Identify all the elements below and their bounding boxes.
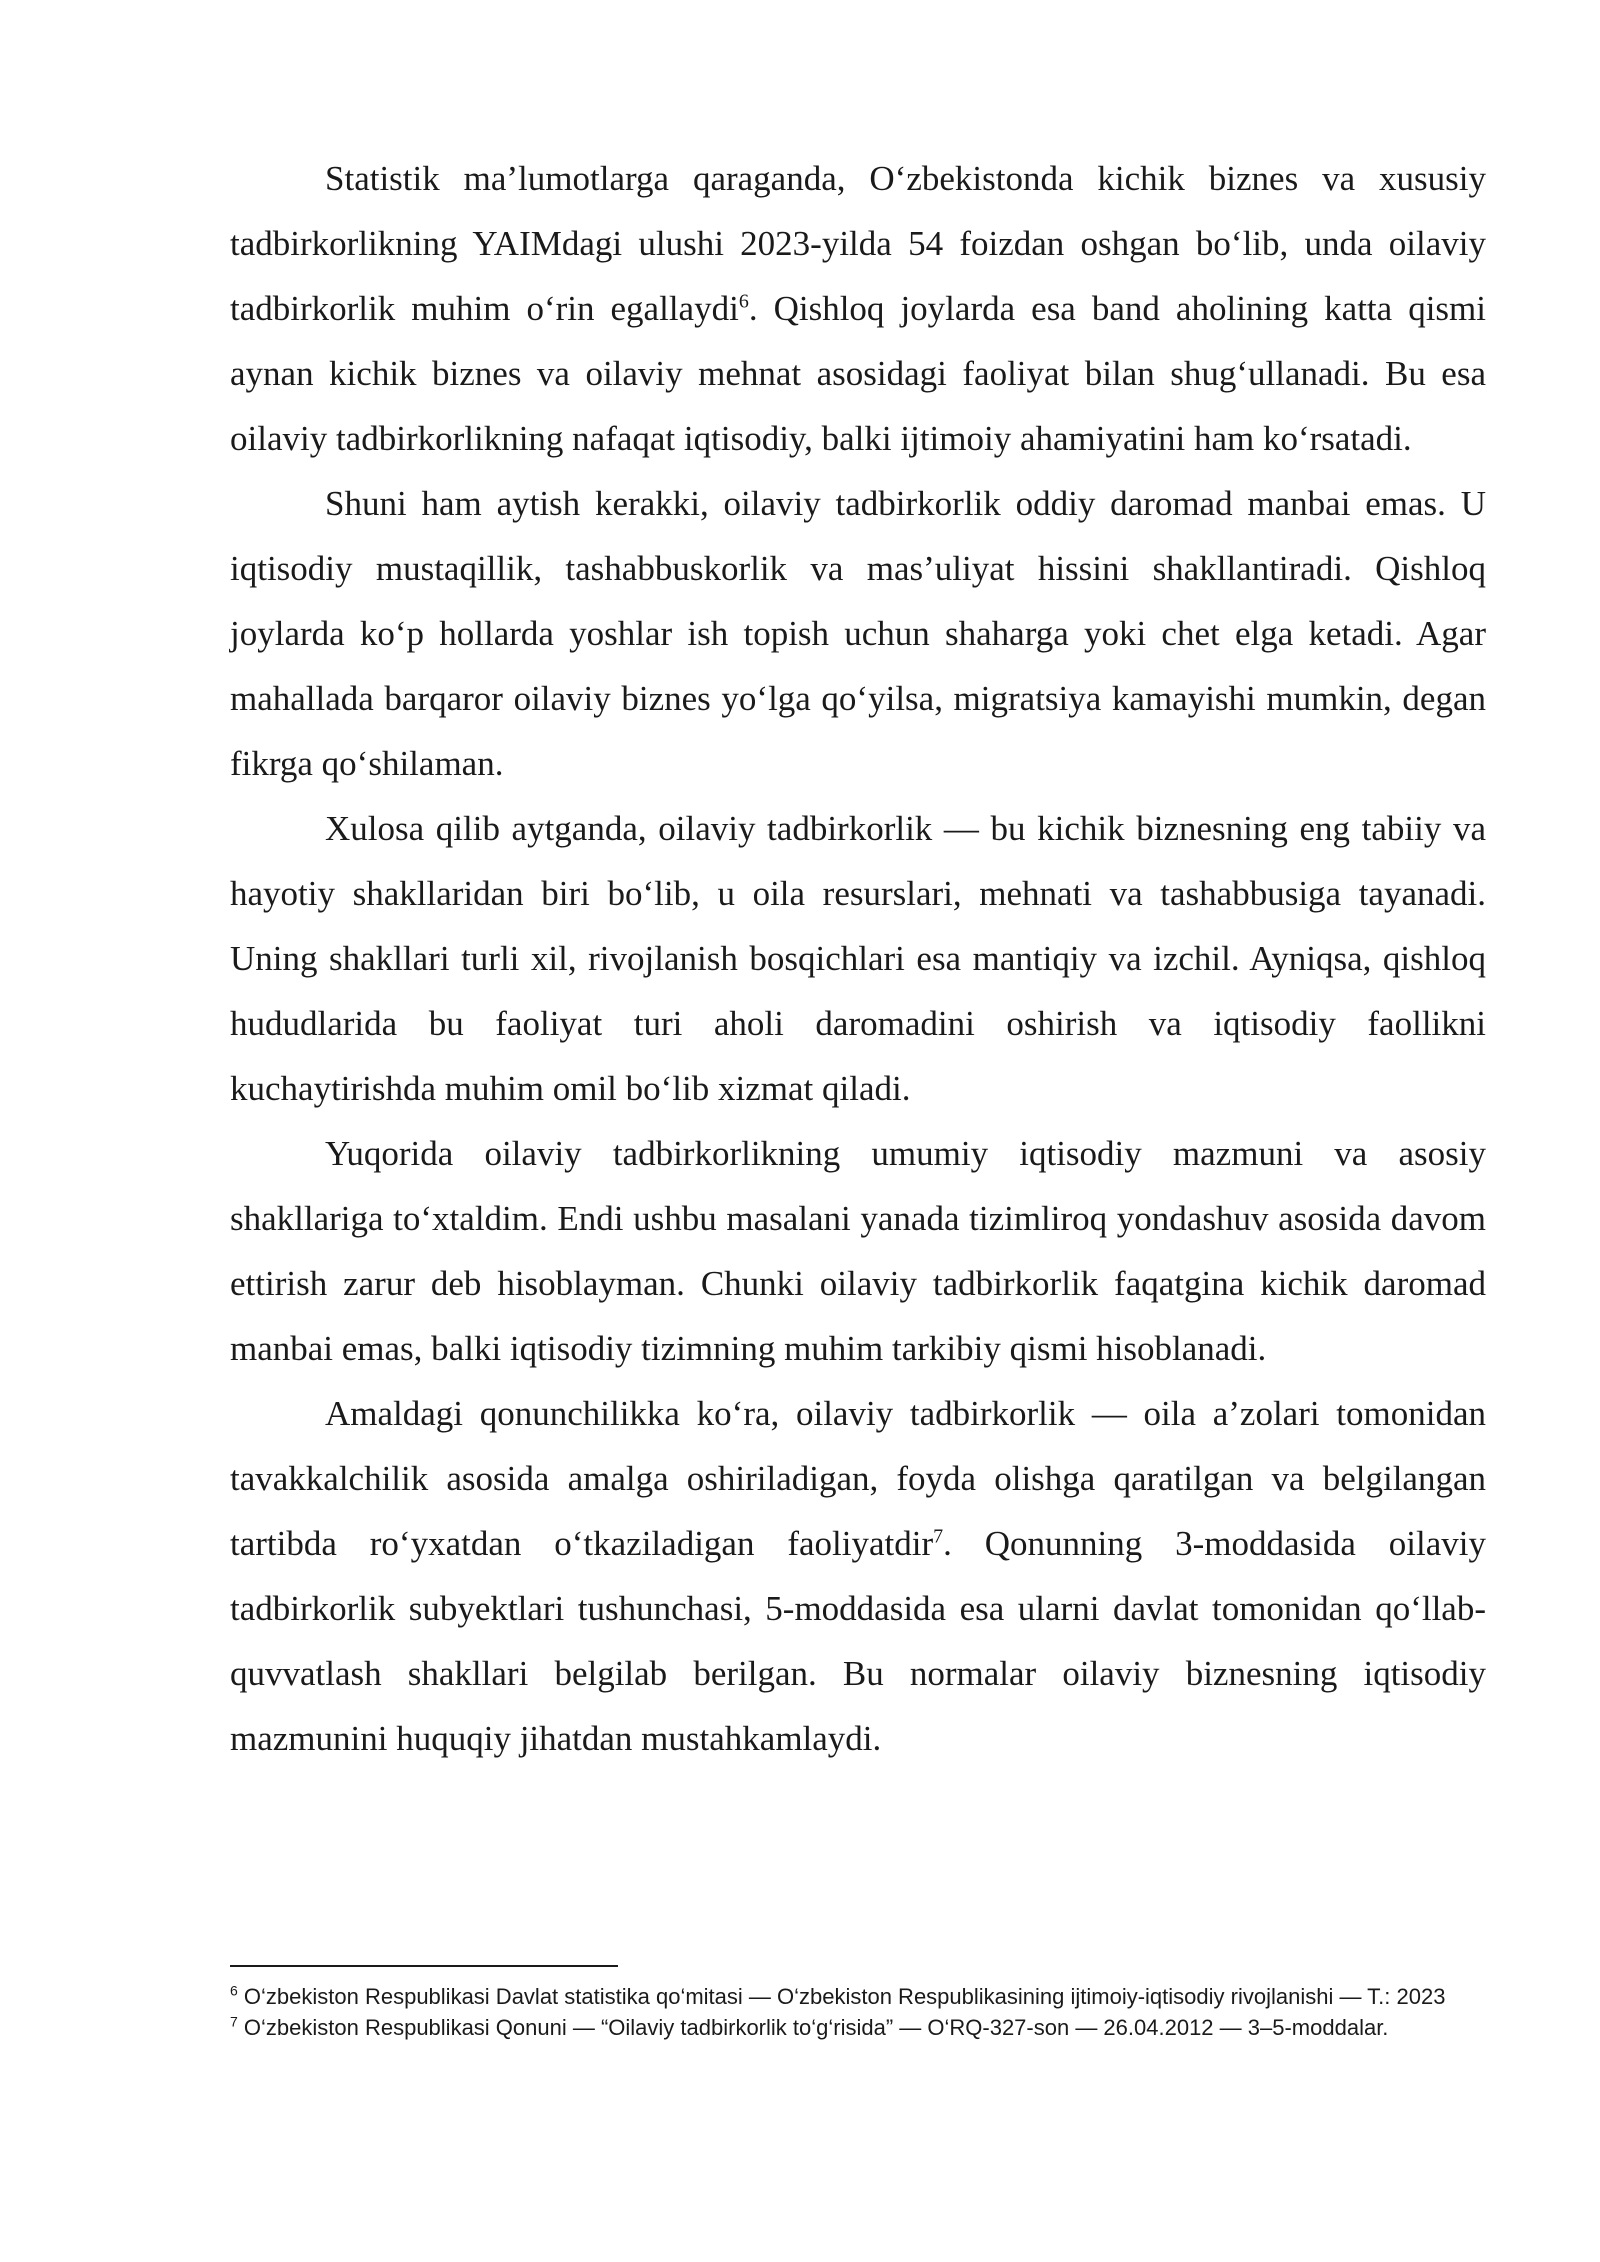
footnote-ref-6[interactable]: 6 [738, 290, 749, 313]
paragraph-4: Yuqorida oilaviy tadbirkorlikning umumiy iqtisodiy mazmuni va asosiy shakllariga to‘xtaldim. Endi ushbu masalani yanada tizimliroq yondashuv asosida davom ettirish zarur deb hisoblayman. Chunki oilaviy tadbirkorlik faqatgina kichik daromad manbai emas, balki iqtisodiy tizimning muhim tarkibiy qismi hisoblanadi. [230, 1134, 1486, 1368]
paragraph-text: Amaldagi qonunchilikka ko‘ra, oilaviy tadbirkorlik — oila a’zolari tomonidan tavakkalchilik asosida amalga oshiriladigan, foyda olishga qaratilgan va belgilangan tartibda ro‘yxatdan o‘tkaziladigan faoliyatdir [230, 1394, 1486, 1563]
paragraph-1 [230, 146, 1486, 471]
footnote-text: O‘zbekiston Respublikasi Davlat statistika qo‘mitasi — O‘zbekiston Respublikasining ijtimoiy-iqtisodiy rivojlanishi — T.: 2023 [237, 1984, 1446, 2009]
footnotes-section [230, 1965, 1486, 2043]
footnote-text: O‘zbekiston Respublikasi Qonuni — “Oilaviy tadbirkorlik to‘g‘risida” — O‘RQ-327-son — 26.04.2012 — 3–5-moddalar. [237, 2015, 1389, 2040]
footnote-number: 6 [230, 1982, 238, 1999]
footnote-number: 7 [230, 2013, 238, 2030]
paragraph-text: . Qishloq joylarda esa band aholining katta qismi aynan kichik biznes va oilaviy mehnat asosidagi faoliyat bilan shug‘ullanadi. Bu esa oilaviy tadbirkorlikning nafaqat iqtisodiy, balki ijtimoiy ahamiyatini ham ko‘rsatadi. [230, 289, 1486, 458]
paragraph-text: . Qonunning 3-moddasida oilaviy tadbirkorlik subyektlari tushunchasi, 5-moddasida esa ularni davlat tomonidan qo‘llab-quvvatlash shakllari belgilab berilgan. Bu normalar oilaviy biznesning iqtisodiy mazmunini huquqiy jihatdan mustahkamlaydi. [230, 1524, 1486, 1758]
paragraph-3: Xulosa qilib aytganda, oilaviy tadbirkorlik — bu kichik biznesning eng tabiiy va hayotiy shakllaridan biri bo‘lib, u oila resurslari, mehnati va tashabbusiga tayanadi. Uning shakllari turli xil, rivojlanish bosqichlari esa mantiqiy va izchil. Ayniqsa, qishloq hududlarida bu faoliyat turi aholi daromadini oshirish va iqtisodiy faollikni kuchaytirishda muhim omil bo‘lib xizmat qiladi. [230, 809, 1486, 1108]
document-body [230, 146, 1486, 1771]
paragraph-5 [230, 1381, 1486, 1771]
footnote-ref-7[interactable]: 7 [933, 1525, 944, 1548]
footnote-7 [230, 2012, 1486, 2043]
footnote-6 [230, 1981, 1486, 2012]
footnote-separator [230, 1965, 618, 1967]
paragraph-2: Shuni ham aytish kerakki, oilaviy tadbirkorlik oddiy daromad manbai emas. U iqtisodiy mustaqillik, tashabbuskorlik va mas’uliyat hissini shakllantiradi. Qishloq joylarda ko‘p hollarda yoshlar ish topish uchun shaharga yoki chet elga ketadi. Agar mahallada barqaror oilaviy biznes yo‘lga qo‘yilsa, migratsiya kamayishi mumkin, degan fikrga qo‘shilaman. [230, 484, 1486, 783]
paragraph-text: Statistik ma’lumotlarga qaraganda, O‘zbekistonda kichik biznes va xususiy tadbirkorlikning YAIMdagi ulushi 2023-yilda 54 foizdan oshgan bo‘lib, unda oilaviy tadbirkorlik muhim o‘rin egallaydi [230, 159, 1486, 328]
